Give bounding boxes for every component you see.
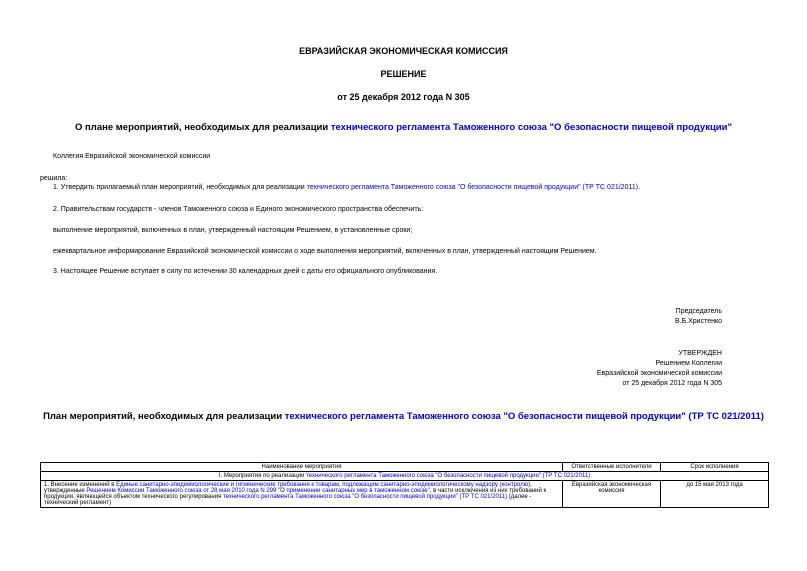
- regulation-link[interactable]: технического регламента Таможенного союза "О безопасности пищевой продукции": [330, 122, 732, 133]
- approval-line-2: Решением Коллегии: [655, 360, 722, 367]
- item-2: 2. Правительствам государств - членов Таможенного союза и Единого экономического пространства обеспечить:: [53, 206, 424, 213]
- section-cell: [41, 472, 769, 481]
- row1-link-2[interactable]: Решением Комиссии Таможенного союза от 28 мая 2010 года N 299 "О применении санитарных мер в таможенном союзе": [86, 488, 430, 494]
- approval-line-1: УТВЕРЖДЕН: [678, 350, 722, 357]
- plan-table: [40, 462, 769, 508]
- decided-text: решила:: [40, 175, 68, 182]
- signature-name: В.Б.Христенко: [674, 318, 722, 325]
- plan-title-text: План мероприятий, необходимых для реализации: [43, 411, 285, 422]
- item-2b: ежеквартальное информирование Евразийской экономической комиссии о ходе выполнения мероприятий, включенных в план, утвержденный настоящим Решением.: [53, 248, 597, 255]
- item-1-link[interactable]: технического регламента Таможенного союза "О безопасности пищевой продукции" (ТР ТС 021/2011): [306, 184, 639, 191]
- row1-text-3: , в части исключения из них требований к продукции, являющейся объектом технического регулирования: [44, 488, 547, 500]
- section-link[interactable]: технического регламента Таможенного союза "О безопасности пищевой продукции" (ТР ТС 021/2011): [306, 473, 591, 479]
- item-1: [53, 184, 640, 191]
- table-section-row: [41, 472, 769, 481]
- plan-title: [0, 411, 807, 422]
- item-3: 3. Настоящее Решение вступает в силу по истечении 30 календарных дней с даты его официального опубликования.: [53, 268, 438, 275]
- decision-title-text: О плане мероприятий, необходимых для реализации: [75, 122, 331, 133]
- row1-link-1[interactable]: Единые санитарно-эпидемиологические и гигиенические требования к товарам, подлежащим санитарно-эпидемиологическому надзору (контролю): [116, 482, 531, 488]
- header-deadline: Срок исполнения: [661, 463, 769, 472]
- row1-text-4: (далее - технический регламент): [44, 494, 532, 506]
- table-header-row: [41, 463, 769, 472]
- signature-role: Председатель: [675, 308, 722, 315]
- doc-type: РЕШЕНИЕ: [380, 69, 427, 79]
- activity-cell: [41, 481, 563, 508]
- decision-title: [0, 122, 807, 133]
- intro-text: Коллегия Евразийской экономической комиссии: [53, 153, 211, 160]
- approval-line-3: Евразийской экономической комиссии: [596, 370, 722, 377]
- item-1-suffix: .: [638, 184, 641, 191]
- row1-link-3[interactable]: технического регламента Таможенного союза "О безопасности пищевой продукции" (ТР ТС 021/2011): [222, 494, 508, 500]
- plan-regulation-link[interactable]: технического регламента Таможенного союза "О безопасности пищевой продукции" (ТР ТС 021/2011): [284, 411, 764, 422]
- doc-date-number: от 25 декабря 2012 года N 305: [337, 92, 470, 102]
- table-row: [41, 481, 769, 508]
- deadline-cell: до 15 мая 2013 года: [661, 481, 769, 508]
- org-heading: ЕВРАЗИЙСКАЯ ЭКОНОМИЧЕСКАЯ КОМИССИЯ: [299, 46, 508, 56]
- row1-text-2: , утвержденные: [44, 482, 532, 494]
- section-text: I. Мероприятия по реализации: [218, 473, 307, 479]
- item-2a: выполнение мероприятий, включенных в план, утвержденный настоящим Решением, в установленные сроки;: [53, 227, 413, 234]
- approval-line-4: от 25 декабря 2012 года N 305: [622, 380, 722, 387]
- row1-text-1: 1. Внесение изменений в: [44, 482, 117, 488]
- item-1-text: 1. Утвердить прилагаемый план мероприятий, необходимых для реализации: [53, 184, 307, 191]
- header-activity: Наименование мероприятия: [41, 463, 563, 472]
- executor-cell: Евразийская экономическая комиссия: [563, 481, 661, 508]
- header-executors: Ответственные исполнители: [563, 463, 661, 472]
